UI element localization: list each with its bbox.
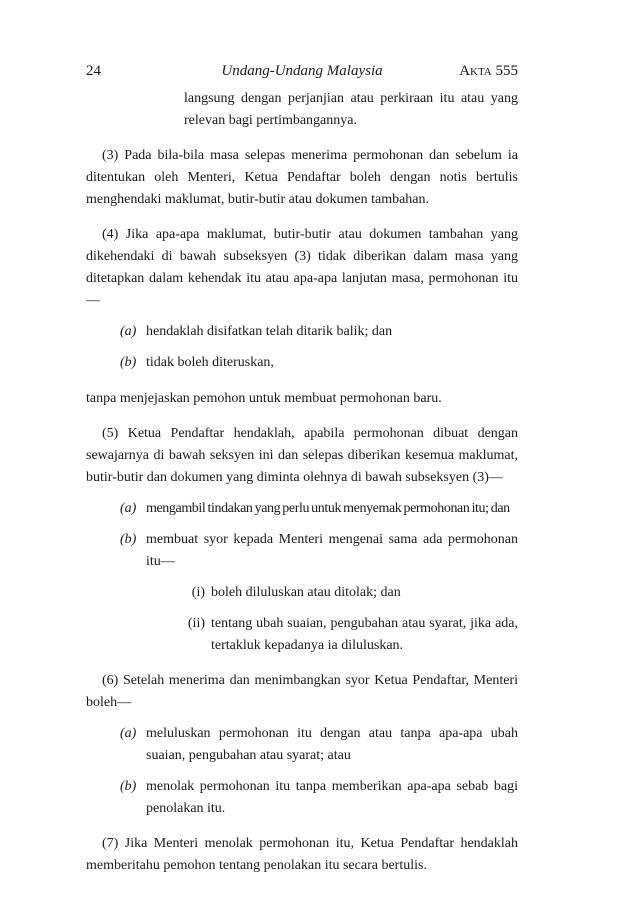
item-text: tidak boleh diteruskan,	[146, 355, 274, 370]
subitem-label: (ii)	[187, 616, 205, 631]
paragraph-6-item-b	[86, 776, 518, 820]
item-text: meluluskan permohonan itu dengan atau tanpa apa-apa ubah suaian, pengubahan atau syarat; atau	[146, 726, 518, 763]
paragraph-4-item-a	[86, 321, 518, 343]
paragraph-7: (7) Jika Menteri menolak permohonan itu, Ketua Pendaftar hendaklah memberitahu pemohon tentang penolakan itu secara bertulis.	[86, 836, 518, 873]
continuation-text: langsung dengan perjanjian atau perkiraan itu atau yang relevan bagi pertimbangannya.	[184, 91, 518, 128]
paragraph-5-subitem-ii	[86, 613, 518, 657]
item-label: (b)	[120, 532, 137, 547]
paragraph-5-subitem-i	[86, 582, 518, 604]
paragraph-5: (5) Ketua Pendaftar hendaklah, apabila permohonan dibuat dengan sewajarnya di bawah seksyen ini dan selepas diberikan kesemua maklumat, butir-butir dan dokumen yang diminta olehnya di bawah subseksyen (3)—	[86, 426, 518, 485]
paragraph-4: (4) Jika apa-apa maklumat, butir-butir atau dokumen tambahan yang dikehendaki di bawah subseksyen (3) tidak diberikan dalam masa yang ditetapkan dalam kehendak itu atau apa-apa lanjutan masa, permohonan itu—	[86, 227, 518, 308]
subitem-text: boleh diluluskan atau ditolak; dan	[211, 585, 401, 600]
item-label: (a)	[120, 501, 137, 516]
item-label: (a)	[120, 324, 137, 339]
page-header	[86, 60, 518, 84]
paragraph-5-item-b	[86, 529, 518, 573]
paragraph-4-tail: tanpa menjejaskan pemohon untuk membuat permohonan baru.	[86, 391, 442, 406]
item-text: menolak permohonan itu tanpa memberikan apa-apa sebab bagi penolakan itu.	[146, 779, 518, 816]
header-title: Undang-Undang Malaysia	[221, 63, 383, 79]
page-number: 24	[86, 63, 101, 79]
act-number: 555	[495, 63, 518, 79]
item-text: membuat syor kepada Menteri mengenai sama ada permohonan itu—	[146, 532, 518, 569]
paragraph-6: (6) Setelah menerima dan menimbangkan syor Ketua Pendaftar, Menteri boleh—	[86, 673, 518, 710]
paragraph-5-item-a	[86, 498, 518, 520]
document-page	[86, 60, 518, 877]
act-label	[459, 60, 518, 82]
item-label: (b)	[120, 355, 137, 370]
item-label: (a)	[120, 726, 137, 741]
paragraph-3: (3) Pada bila-bila masa selepas menerima permohonan dan sebelum ia ditentukan oleh Menteri, Ketua Pendaftar boleh dengan notis bertulis menghendaki maklumat, butir-butir atau dokumen tambahan.	[86, 148, 518, 207]
item-text: hendaklah disifatkan telah ditarik balik; dan	[146, 324, 393, 339]
item-label: (b)	[120, 779, 137, 794]
paragraph-4-item-b	[86, 352, 518, 374]
subitem-text: tentang ubah suaian, pengubahan atau syarat, jika ada, tertakluk kepadanya ia diluluskan.	[211, 616, 518, 653]
subitem-label: (i)	[191, 585, 205, 600]
act-prefix: Akta	[459, 63, 492, 79]
item-text: mengambil tindakan yang perlu untuk menyemak permohonan itu; dan	[146, 501, 510, 516]
paragraph-6-item-a	[86, 723, 518, 767]
